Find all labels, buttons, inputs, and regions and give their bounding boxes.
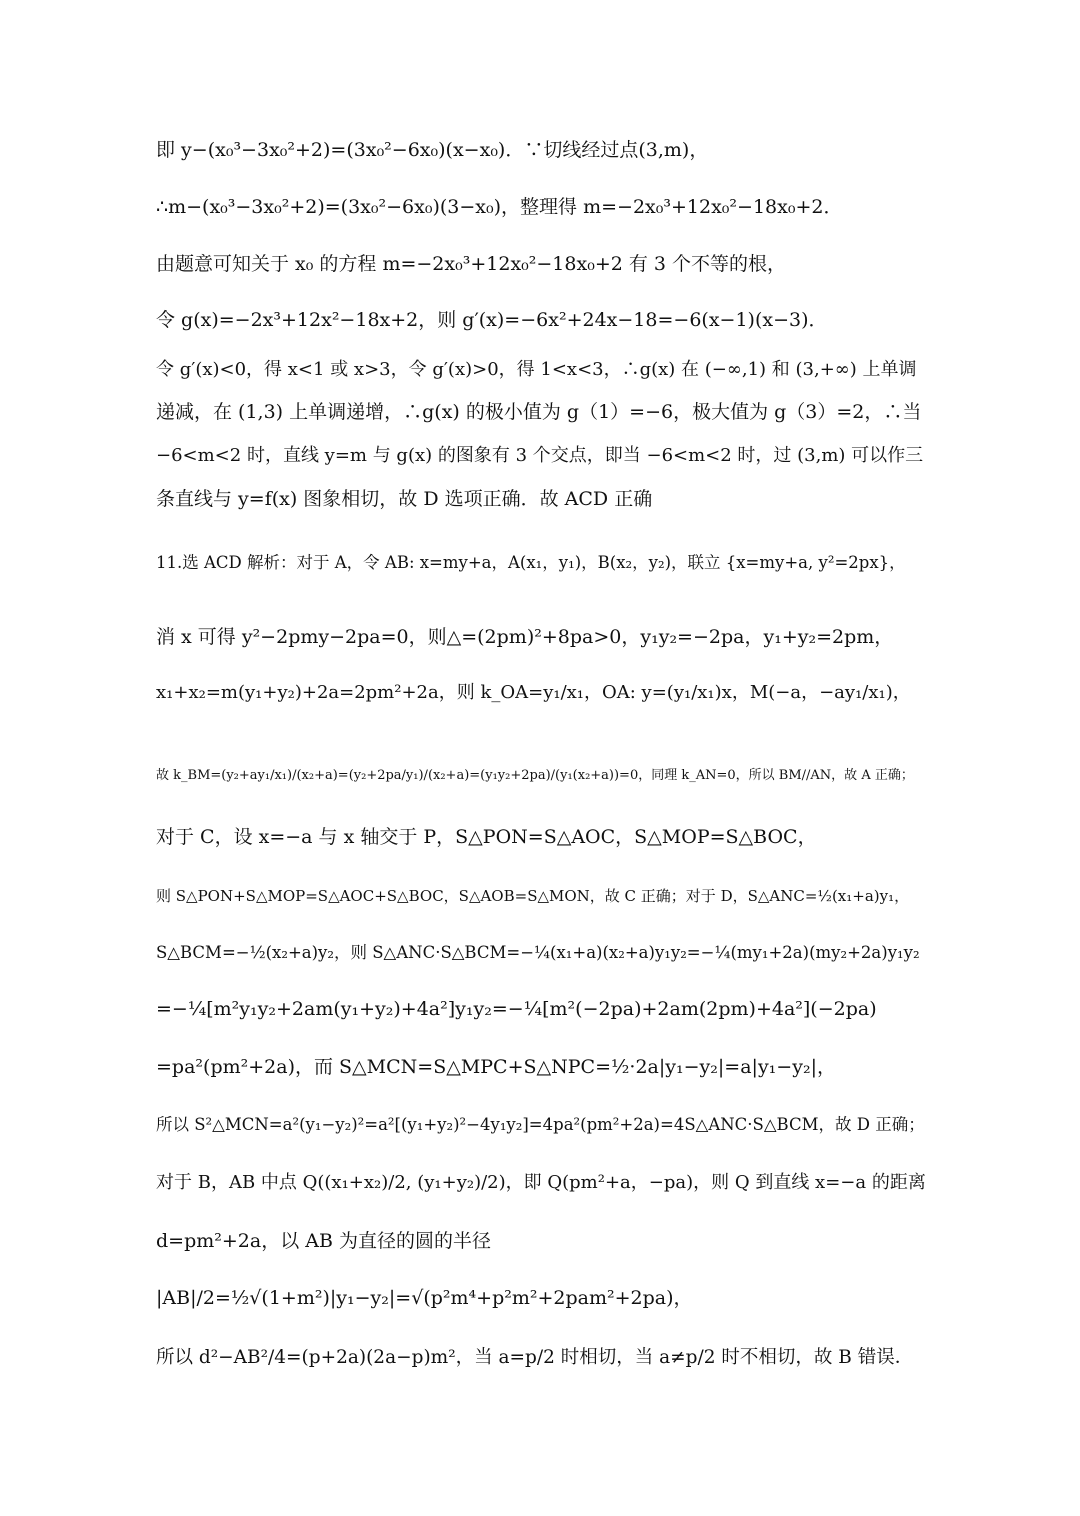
text-line: 对于 C，设 x=−a 与 x 轴交于 P，S△PON=S△AOC，S△MOP=S△BOC，: [156, 826, 817, 848]
text-line: S△BCM=−½(x₂+a)y₂，则 S△ANC·S△BCM=−¼(x₁+a)(x₂+a)y₁y₂=−¼(my₁+2a)(my₂+2a)y₁y₂: [156, 943, 920, 962]
text-line: =−¼[m²y₁y₂+2am(y₁+y₂)+4a²]y₁y₂=−¼[m²(−2pa)+2am(2pm)+4a²](−2pa): [156, 998, 877, 1020]
text-line: =pa²(pm²+2a)，而 S△MCN=S△MPC+S△NPC=½·2a|y₁−y₂|=a|y₁−y₂|，: [156, 1056, 836, 1078]
text-line: 消 x 可得 y²−2pmy−2pa=0，则△=(2pm)²+8pa>0，y₁y₂=−2pa，y₁+y₂=2pm，: [156, 626, 894, 648]
text-line: 所以 S²△MCN=a²(y₁−y₂)²=a²[(y₁+y₂)²−4y₁y₂]=4pa²(pm²+2a)=4S△ANC·S△BCM，故 D 正确；: [156, 1115, 925, 1134]
text-line: 即 y−(x₀³−3x₀²+2)=(3x₀²−6x₀)(x−x₀)．∵切线经过点(3,m)，: [156, 139, 709, 161]
text-line: 条直线与 y=f(x) 图象相切，故 D 选项正确．故 ACD 正确: [156, 488, 653, 510]
text-line: 由题意可知关于 x₀ 的方程 m=−2x₀³+12x₀²−18x₀+2 有 3 个不等的根，: [156, 253, 787, 275]
text-line: ∴m−(x₀³−3x₀²+2)=(3x₀²−6x₀)(3−x₀)，整理得 m=−2x₀³+12x₀²−18x₀+2．: [156, 196, 843, 218]
text-line: |AB|/2=½√(1+m²)|y₁−y₂|=√(p²m⁴+p²m²+2pam²+2pa)，: [156, 1287, 693, 1309]
text-line: 令 g′(x)<0，得 x<1 或 x>3，令 g′(x)>0，得 1<x<3，∴g(x) 在 (−∞,1) 和 (3,+∞) 上单调: [156, 359, 917, 380]
text-line: 则 S△PON+S△MOP=S△AOC+S△BOC，S△AOB=S△MON，故 C 正确；对于 D，S△ANC=½(x₁+a)y₁，: [156, 887, 910, 905]
text-line: −6<m<2 时，直线 y=m 与 g(x) 的图象有 3 个交点，即当 −6<m<2 时，过 (3,m) 可以作三: [156, 445, 924, 466]
text-line: 11.选 ACD 解析：对于 A，令 AB: x=my+a，A(x₁，y₁)，B(x₂，y₂)，联立 {x=my+a, y²=2px}，: [156, 553, 906, 572]
text-line: d=pm²+2a，以 AB 为直径的圆的半径: [156, 1230, 491, 1252]
text-line: 令 g(x)=−2x³+12x²−18x+2，则 g′(x)=−6x²+24x−18=−6(x−1)(x−3)．: [156, 309, 828, 331]
text-line: 对于 B，AB 中点 Q((x₁+x₂)/2, (y₁+y₂)/2)，即 Q(pm²+a，−pa)，则 Q 到直线 x=−a 的距离: [156, 1172, 926, 1193]
text-line: 递减，在 (1,3) 上单调递增，∴g(x) 的极小值为 g（1）=−6，极大值为 g（3）=2，∴当: [156, 401, 922, 423]
text-line: x₁+x₂=m(y₁+y₂)+2a=2pm²+2a，则 k_OA=y₁/x₁，OA: y=(y₁/x₁)x，M(−a，−ay₁/x₁)，: [156, 682, 911, 703]
text-line: 故 k_BM=(y₂+ay₁/x₁)/(x₂+a)=(y₂+2pa/y₁)/(x₂+a)=(y₁y₂+2pa)/(y₁(x₂+a))=0，同理 k_AN=0，所以 BM//AN，故 A 正确；: [156, 768, 914, 783]
text-line: 所以 d²−AB²/4=(p+2a)(2a−p)m²，当 a=p/2 时相切，当 a≠p/2 时不相切，故 B 错误．: [156, 1347, 914, 1368]
